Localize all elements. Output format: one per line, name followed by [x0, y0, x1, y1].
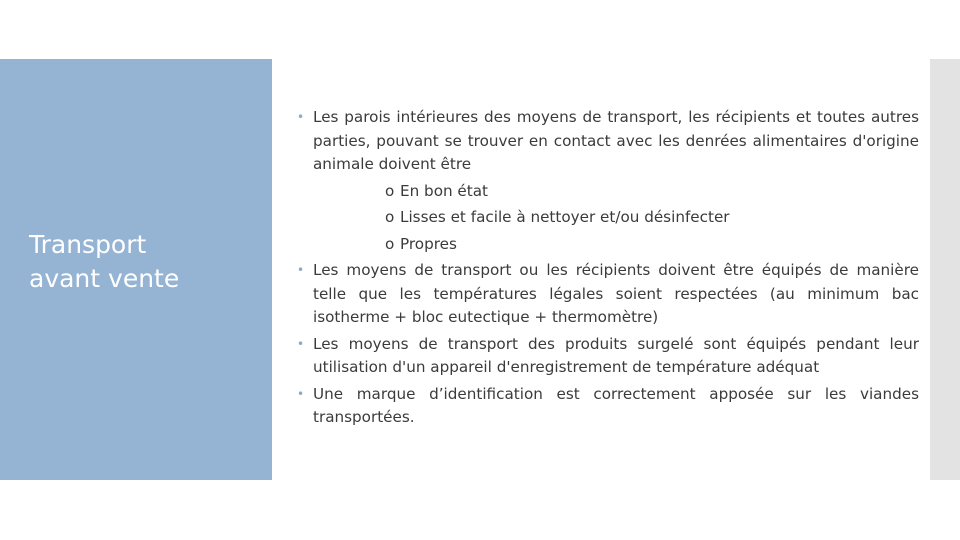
sub-item-text: Lisses et facile à nettoyer et/ou désinfecter	[400, 208, 730, 226]
sub-item-good-condition	[313, 180, 919, 204]
bullet-item-temperature-equipment	[296, 259, 919, 330]
bullet-item-frozen-recording	[296, 333, 919, 380]
sub-bullet-marker-icon: o	[385, 234, 395, 253]
bullet-text: Une marque d’identification est correctement apposée sur les viandes transportées.	[313, 384, 919, 426]
sub-bullet-list	[313, 180, 919, 257]
sub-item-smooth-cleanable	[313, 206, 919, 230]
bullet-dot-icon: •	[297, 336, 305, 351]
sub-item-text: Propres	[400, 234, 457, 253]
sub-bullet-marker-icon: o	[385, 181, 395, 200]
bullet-dot-icon: •	[297, 386, 305, 401]
right-edge-strip	[930, 59, 960, 480]
slide-content	[296, 106, 919, 433]
sub-item-text: En bon état	[400, 181, 488, 200]
sub-item-clean	[313, 233, 919, 257]
bullet-item-identification-mark	[296, 383, 919, 430]
slide-title-line-1: Transport	[29, 230, 147, 259]
bullet-dot-icon: •	[297, 110, 305, 124]
bullet-text: Les parois intérieures des moyens de transport, les récipients et toutes autres parties, pouvant se trouver en contact avec les denrées alimentaires d'origine animale doivent être	[313, 108, 919, 173]
slide-title-line-2: avant vente	[29, 264, 180, 293]
bullet-item-interior-surfaces	[296, 106, 919, 256]
bullet-text: Les moyens de transport des produits surgelé sont équipés pendant leur utilisation d'un appareil d'enregistrement de température adéquat	[313, 334, 919, 376]
bullet-dot-icon: •	[297, 263, 305, 277]
bullet-text: Les moyens de transport ou les récipients doivent être équipés de manière telle que les températures légales soient respectées (au minimum bac isotherme + bloc eutectique + thermomètre)	[313, 261, 919, 326]
slide-title	[29, 228, 269, 296]
bullet-list	[296, 106, 919, 430]
sub-bullet-marker-icon: o	[385, 208, 395, 226]
